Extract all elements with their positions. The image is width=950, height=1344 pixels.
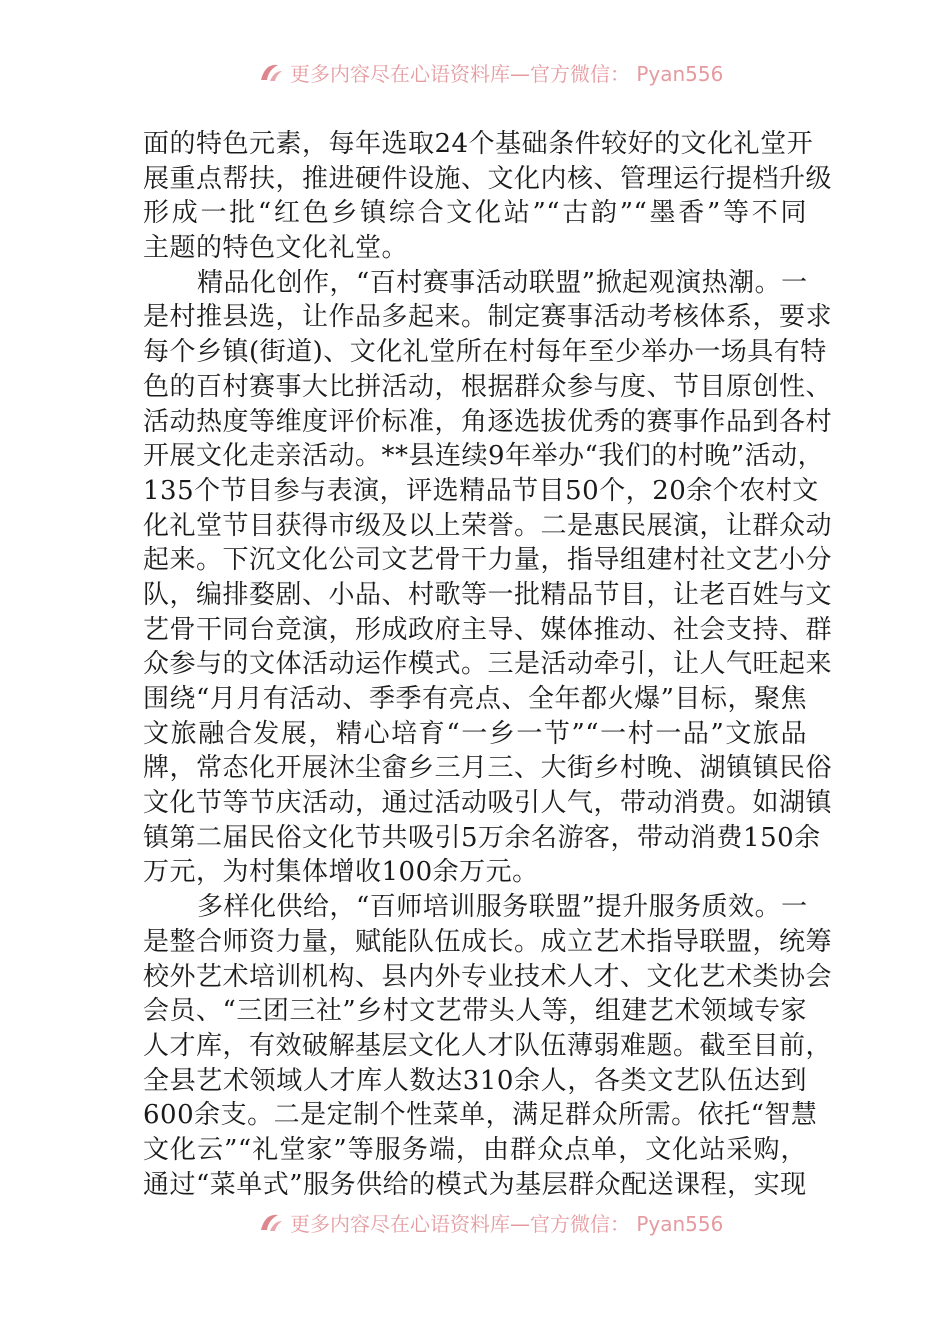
paragraph (143, 266, 833, 890)
text-line: 会员、“三团三社”乡村文艺带头人等，组建艺术领域专家 (143, 996, 807, 1027)
watermark-text: 更多内容尽在心语资料库—官方微信： Pyan556 (290, 1212, 724, 1236)
text-line: 多样化供给，“百师培训服务联盟”提升服务质效。一 (197, 892, 808, 923)
text-line: 活动热度等维度评价标准，角逐选拔优秀的赛事作品到各村 (143, 406, 833, 437)
watermark-footer (258, 1208, 723, 1237)
text-line: 人才库，有效破解基层文化人才队伍薄弱难题。截至目前， (143, 1030, 833, 1061)
text-line: 开展文化走亲活动。**县连续9年举办“我们的村晚”活动， (143, 441, 825, 472)
text-line: 万元，为村集体增收100余万元。 (143, 857, 539, 888)
text-line: 起来。下沉文化公司文艺骨干力量，指导组建村社文艺小分 (143, 545, 833, 576)
paragraph (143, 890, 833, 1202)
text-line: 是村推县选，让作品多起来。制定赛事活动考核体系，要求 (143, 302, 833, 333)
brand-logo-icon (258, 62, 284, 84)
watermark-text: 更多内容尽在心语资料库—官方微信： Pyan556 (290, 62, 724, 86)
text-line: 众参与的文体活动运作模式。三是活动牵引，让人气旺起来 (143, 649, 833, 680)
text-line: 全县艺术领域人才库人数达310余人，各类文艺队伍达到 (143, 1065, 807, 1096)
text-line: 文化云”“礼堂家”等服务端，由群众点单，文化站采购， (143, 1134, 807, 1165)
text-line: 每个乡镇(街道)、文化礼堂所在村每年至少举办一场具有特 (143, 337, 827, 368)
text-line: 艺骨干同台竞演，形成政府主导、媒体推动、社会支持、群 (143, 614, 833, 645)
text-line: 色的百村赛事大比拼活动，根据群众参与度、节目原创性、 (143, 371, 833, 402)
text-line: 600余支。二是定制个性菜单，满足群众所需。依托“智慧 (143, 1100, 818, 1131)
text-line: 形成一批“红色乡镇综合文化站”“古韵”“墨香”等不同 (143, 198, 807, 229)
document-body (143, 127, 833, 1202)
paragraph (143, 127, 833, 266)
text-line: 精品化创作，“百村赛事活动联盟”掀起观演热潮。一 (197, 267, 808, 298)
text-line: 化礼堂节目获得市级及以上荣誉。二是惠民展演，让群众动 (143, 510, 833, 541)
text-line: 文化节等节庆活动，通过活动吸引人气，带动消费。如湖镇 (143, 788, 833, 819)
text-line: 牌，常态化开展沐尘畲乡三月三、大街乡村晚、湖镇镇民俗 (143, 753, 833, 784)
text-line: 围绕“月月有活动、季季有亮点、全年都火爆”目标，聚焦 (143, 684, 807, 714)
text-line: 是整合师资力量，赋能队伍成长。成立艺术指导联盟，统筹 (143, 926, 833, 957)
text-line: 展重点帮扶，推进硬件设施、文化内核、管理运行提档升级 (143, 163, 833, 194)
text-line: 主题的特色文化礼堂。 (143, 233, 409, 264)
brand-logo-icon (258, 1212, 284, 1234)
text-line: 文旅融合发展，精心培育“一乡一节”“一村一品”文旅品 (143, 718, 807, 749)
text-line: 面的特色元素，每年选取24个基础条件较好的文化礼堂开 (143, 129, 814, 159)
text-line: 校外艺术培训机构、县内外专业技术人才、文化艺术类协会 (143, 961, 833, 992)
watermark-header (258, 58, 723, 87)
text-line: 135个节目参与表演，评选精品节目50个，20余个农村文 (143, 475, 819, 506)
text-line: 镇第二届民俗文化节共吸引5万余名游客，带动消费150余 (143, 822, 821, 853)
text-line: 通过“菜单式”服务供给的模式为基层群众配送课程，实现 (143, 1169, 807, 1200)
text-line: 队，编排婺剧、小品、村歌等一批精品节目，让老百姓与文 (143, 579, 833, 610)
